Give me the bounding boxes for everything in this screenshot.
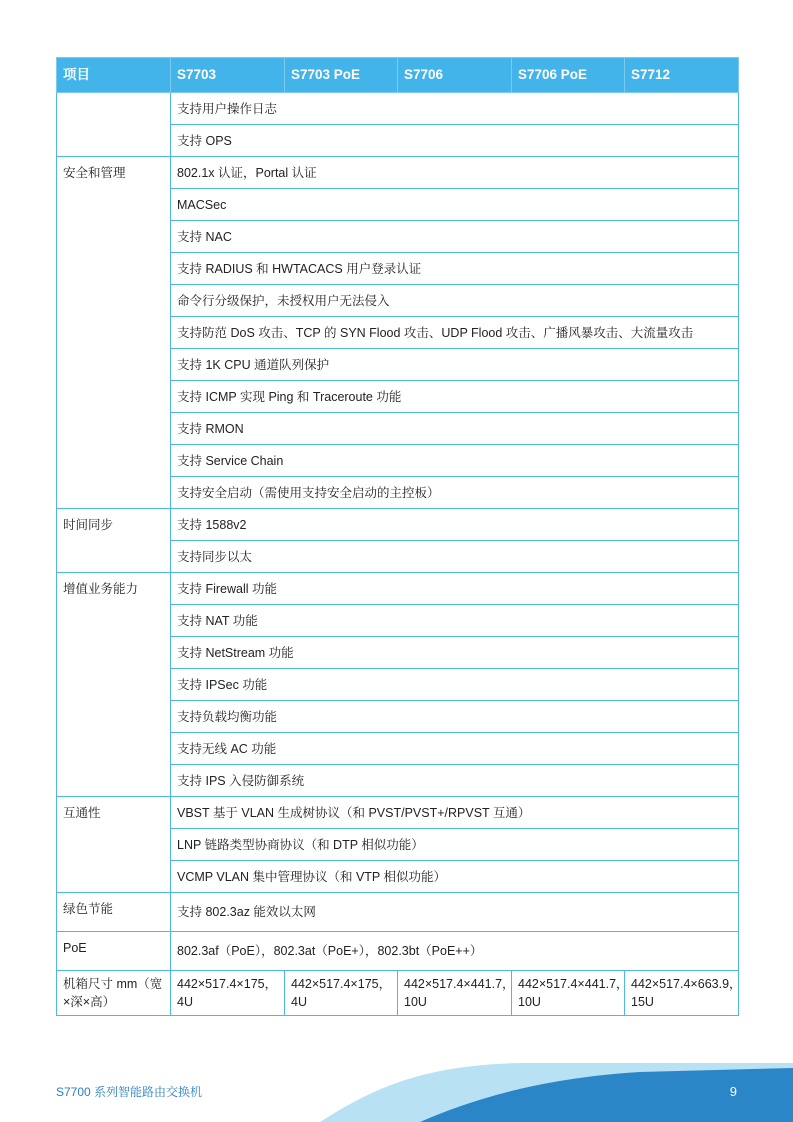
- table-row: [57, 509, 739, 541]
- header-cell: S7706: [398, 58, 512, 93]
- category-cell: [57, 93, 171, 157]
- feature-cell: 支持 NetStream 功能: [171, 637, 739, 669]
- feature-cell: LNP 链路类型协商协议（和 DTP 相似功能）: [171, 829, 739, 861]
- dimension-value: 442×517.4×663.9，15U: [625, 971, 739, 1016]
- feature-cell: 支持 RADIUS 和 HWTACACS 用户登录认证: [171, 253, 739, 285]
- table-row: [57, 157, 739, 189]
- feature-cell: 支持防范 DoS 攻击、TCP 的 SYN Flood 攻击、UDP Flood 攻击、广播风暴攻击、大流量攻击: [171, 317, 739, 349]
- feature-cell: VCMP VLAN 集中管理协议（和 VTP 相似功能）: [171, 861, 739, 893]
- feature-cell: 支持 1588v2: [171, 509, 739, 541]
- spec-table: [56, 57, 742, 1016]
- feature-cell: 支持无线 AC 功能: [171, 733, 739, 765]
- feature-cell: 支持 IPS 入侵防御系统: [171, 765, 739, 797]
- category-cell: 增值业务能力: [57, 573, 171, 797]
- feature-cell: 支持 ICMP 实现 Ping 和 Traceroute 功能: [171, 381, 739, 413]
- category-cell: PoE: [57, 932, 171, 971]
- feature-cell: 支持 IPSec 功能: [171, 669, 739, 701]
- page-number: 9: [729, 1084, 737, 1099]
- header-cell: S7712: [625, 58, 739, 93]
- feature-cell: 支持 1K CPU 通道队列保护: [171, 349, 739, 381]
- feature-cell: 支持 NAC: [171, 221, 739, 253]
- category-cell: 安全和管理: [57, 157, 171, 509]
- feature-cell: 802.3af（PoE），802.3at（PoE+），802.3bt（PoE++）: [171, 932, 739, 971]
- header-cell: 项目: [57, 58, 171, 93]
- feature-cell: 支持 Firewall 功能: [171, 573, 739, 605]
- dimensions-row: [57, 971, 739, 1016]
- table-row: [57, 932, 739, 971]
- category-cell: 绿色节能: [57, 893, 171, 932]
- dimension-value: 442×517.4×441.7，10U: [398, 971, 512, 1016]
- footer-title: S7700 系列智能路由交换机: [56, 1085, 203, 1099]
- header-cell: S7703: [171, 58, 285, 93]
- table-row: [57, 93, 739, 125]
- dimensions-label: 机箱尺寸 mm（宽×深×高）: [57, 971, 171, 1016]
- table-row: [57, 797, 739, 829]
- feature-cell: VBST 基于 VLAN 生成树协议（和 PVST/PVST+/RPVST 互通）: [171, 797, 739, 829]
- feature-cell: 命令行分级保护，未授权用户无法侵入: [171, 285, 739, 317]
- feature-cell: 支持 Service Chain: [171, 445, 739, 477]
- feature-cell: 支持 802.3az 能效以太网: [171, 893, 739, 932]
- feature-cell: 支持同步以太: [171, 541, 739, 573]
- feature-cell: 支持 RMON: [171, 413, 739, 445]
- table-row: [57, 893, 739, 932]
- dimension-value: 442×517.4×441.7，10U: [512, 971, 625, 1016]
- header-cell: S7703 PoE: [285, 58, 398, 93]
- feature-cell: 802.1x 认证，Portal 认证: [171, 157, 739, 189]
- feature-cell: 支持 NAT 功能: [171, 605, 739, 637]
- feature-cell: 支持用户操作日志: [171, 93, 739, 125]
- dimension-value: 442×517.4×175，4U: [285, 971, 398, 1016]
- feature-cell: MACSec: [171, 189, 739, 221]
- dimension-value: 442×517.4×175，4U: [171, 971, 285, 1016]
- header-row: [57, 58, 739, 93]
- spec-body: [57, 93, 742, 1016]
- category-cell: 互通性: [57, 797, 171, 893]
- header-cell: S7706 PoE: [512, 58, 625, 93]
- feature-cell: 支持负载均衡功能: [171, 701, 739, 733]
- category-cell: 时间同步: [57, 509, 171, 573]
- feature-cell: 支持 OPS: [171, 125, 739, 157]
- table-row: [57, 573, 739, 605]
- feature-cell: 支持安全启动（需使用支持安全启动的主控板）: [171, 477, 739, 509]
